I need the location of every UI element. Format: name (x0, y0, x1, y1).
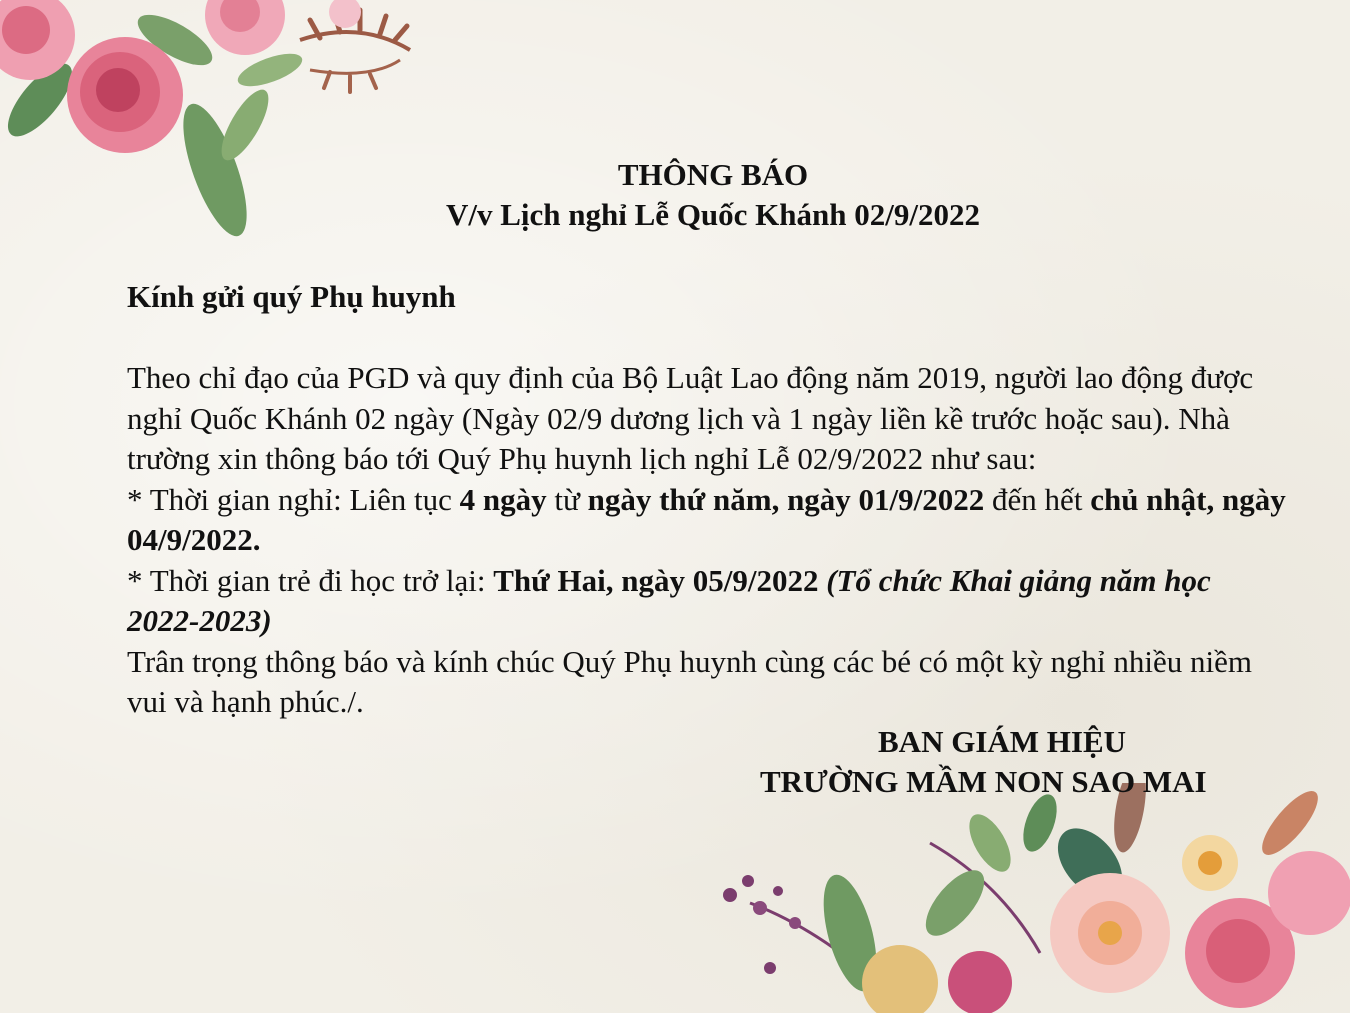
notice-title: THÔNG BÁO (617, 157, 809, 192)
holiday-days: 4 ngày (459, 481, 547, 517)
return-date: Thứ Hai, ngày 05/9/2022 (493, 562, 819, 598)
return-note: (Tổ chức Khai giảng năm học 2022-2023) (127, 562, 1211, 638)
floral-bottom-right-icon (710, 783, 1350, 1013)
holiday-period-item (127, 480, 1287, 561)
holiday-from: từ (546, 481, 588, 517)
holiday-end-date: chủ nhật, ngày 04/9/2022. (127, 481, 1286, 557)
signature-line-1: BAN GIÁM HIỆU (878, 724, 1127, 759)
notice-body (127, 358, 1287, 723)
holiday-to: đến hết (984, 481, 1091, 517)
return-prefix: * Thời gian trẻ đi học trở lại: (127, 562, 494, 598)
holiday-prefix: * Thời gian nghỉ: Liên tục (127, 481, 460, 517)
signature-block (760, 722, 1260, 802)
signature-line-2: TRƯỜNG MẦM NON SAO MAI (760, 764, 1207, 799)
notice-subject: V/v Lịch nghỉ Lễ Quốc Khánh 02/9/2022 (446, 197, 980, 232)
return-date-item (127, 561, 1287, 642)
closing-paragraph: Trân trọng thông báo và kính chúc Quý Phụ huynh cùng các bé có một kỳ nghỉ nhiều niềm vui và hạnh phúc./. (127, 643, 1253, 719)
intro-paragraph: Theo chỉ đạo của PGD và quy định của Bộ Luật Lao động năm 2019, người lao động được nghỉ Quốc Khánh 02 ngày (Ngày 02/9 dương lịch và 1 ngày liền kề trước hoặc sau). Nhà trường xin thông báo tới Quý Phụ huynh lịch nghỉ Lễ 02/9/2022 như sau: (127, 360, 1254, 476)
greeting: Kính gửi quý Phụ huynh (127, 279, 456, 314)
holiday-start-date: ngày thứ năm, ngày 01/9/2022 (587, 481, 985, 517)
